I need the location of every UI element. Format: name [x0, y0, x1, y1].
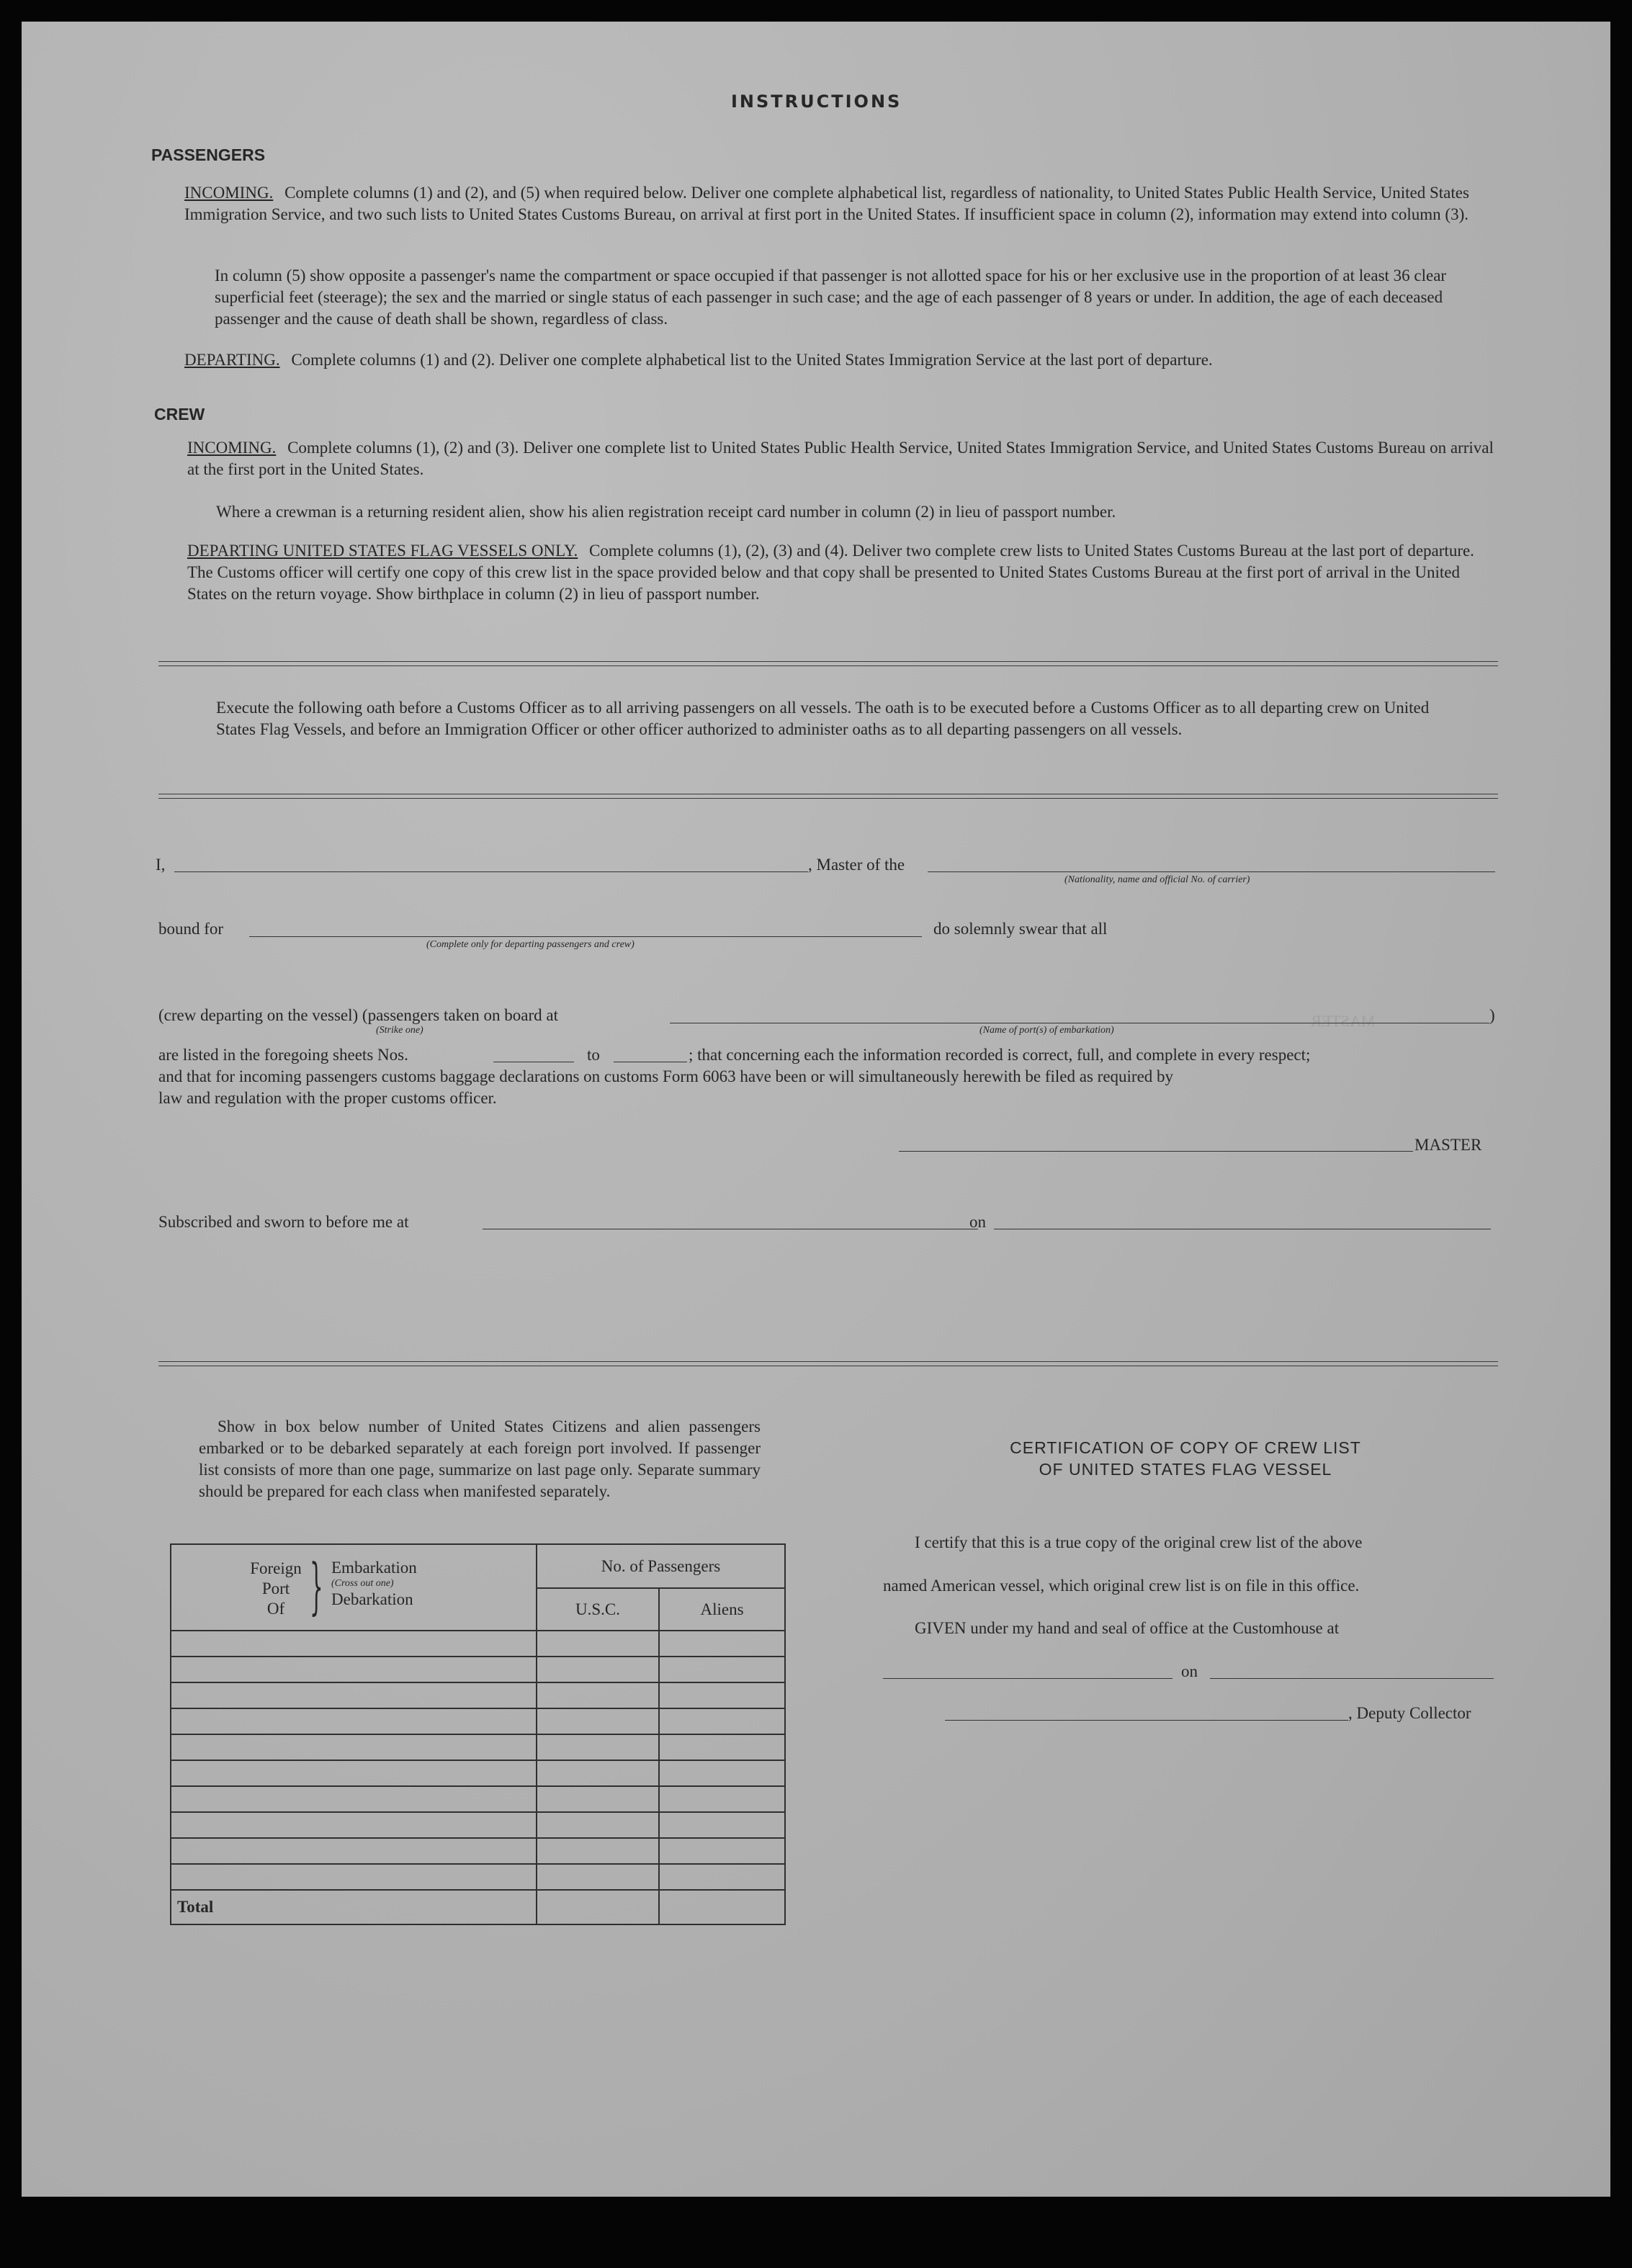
embarkation-label: Embarkation	[331, 1559, 417, 1577]
table-row	[171, 1812, 785, 1838]
bound-for-field[interactable]	[249, 936, 922, 937]
solemnly-swear-label: do solemnly swear that all	[933, 920, 1108, 938]
usc-header-cell: U.S.C.	[537, 1588, 659, 1631]
oath-i-label: I,	[156, 856, 166, 874]
crew-departing-paragraph	[187, 540, 1497, 605]
master-signature-field[interactable]	[899, 1151, 1413, 1152]
customhouse-field[interactable]	[883, 1678, 1173, 1679]
embarkation-debarkation-label	[331, 1559, 417, 1609]
crew-departing-label: DEPARTING UNITED STATES FLAG VESSELS ONLY.	[187, 542, 578, 560]
certification-title-line2: OF UNITED STATES FLAG VESSEL	[1039, 1460, 1332, 1479]
page-title: INSTRUCTIONS	[731, 91, 902, 112]
crew-incoming-text: Complete columns (1), (2) and (3). Deliver one complete list to United States Public Health Service, United States Immigration Service, and United States Customs Bureau on arrival at the first port in the United States.	[187, 439, 1494, 478]
listed-in-label: are listed in the foregoing sheets Nos.	[158, 1046, 408, 1064]
usc-cell[interactable]	[537, 1708, 659, 1734]
table-row	[171, 1682, 785, 1708]
table-row	[171, 1760, 785, 1786]
port-cell[interactable]	[171, 1682, 537, 1708]
master-label: MASTER	[1414, 1136, 1482, 1154]
aliens-cell[interactable]	[659, 1786, 785, 1812]
debarkation-label: Debarkation	[331, 1590, 413, 1608]
port-cell[interactable]	[171, 1631, 537, 1657]
oath-intro-paragraph: Execute the following oath before a Customs Officer as to all arriving passengers on all vessels. The oath is to be executed before a Customs Officer as to all departing crew on United States Flag Vessels, and before an Immigration Officer or other officer authorized to administer oaths as to all departing passengers on all vessels.	[216, 699, 1430, 738]
aliens-cell[interactable]	[659, 1631, 785, 1657]
aliens-cell[interactable]	[659, 1734, 785, 1760]
usc-cell[interactable]	[537, 1682, 659, 1708]
aliens-cell[interactable]	[659, 1657, 785, 1682]
passengers-departing-text: Complete columns (1) and (2). Deliver one complete alphabetical list to the United States Immigration Service at the last port of departure.	[291, 351, 1213, 369]
usc-cell[interactable]	[537, 1838, 659, 1864]
usc-cell[interactable]	[537, 1760, 659, 1786]
passengers-incoming-paragraph	[184, 182, 1495, 225]
deputy-collector-label: , Deputy Collector	[1348, 1704, 1471, 1722]
aliens-header-cell: Aliens	[659, 1588, 785, 1631]
usc-cell[interactable]	[537, 1812, 659, 1838]
aliens-cell[interactable]	[659, 1864, 785, 1890]
port-cell[interactable]	[171, 1812, 537, 1838]
foreign-port-of-label	[243, 1559, 308, 1619]
table-row	[171, 1631, 785, 1657]
aliens-cell[interactable]	[659, 1812, 785, 1838]
passengers-column5-paragraph: In column (5) show opposite a passenger's name the compartment or space occupied if that passenger is not allotted space for his or her exclusive use in the proportion of at least 36 clear superficial feet (steerage); the sex and the married or single status of each passenger in such case; and the age of each passenger of 8 years or under. In addition, the age of each deceased passenger and the cause of death shall be shown, regardless of class.	[215, 266, 1447, 328]
total-row	[171, 1890, 785, 1924]
certification-on-label: on	[1181, 1662, 1198, 1680]
law-line: law and regulation with the proper customs officer.	[158, 1089, 497, 1107]
listed-tail: ; that concerning each the information recorded is correct, full, and complete in every respect;	[689, 1046, 1311, 1064]
table-body	[171, 1631, 785, 1890]
port-cell[interactable]	[171, 1657, 537, 1682]
certification-date-field[interactable]	[1210, 1678, 1494, 1679]
master-of-the-label: , Master of the	[808, 856, 905, 874]
crew-incoming-paragraph	[187, 437, 1495, 480]
certify-line1: I certify that this is a true copy of the original crew list of the above	[915, 1533, 1363, 1551]
crew-heading: CREW	[154, 405, 205, 423]
usc-cell[interactable]	[537, 1864, 659, 1890]
crew-passengers-label: (crew departing on the vessel) (passengers taken on board at	[158, 1006, 558, 1024]
cross-out-note: (Cross out one)	[331, 1578, 394, 1589]
table-row	[171, 1657, 785, 1682]
aliens-cell[interactable]	[659, 1838, 785, 1864]
section-divider	[158, 661, 1498, 666]
passengers-departing-label: DEPARTING.	[184, 351, 280, 369]
to-label: to	[587, 1046, 600, 1064]
passenger-summary-table	[170, 1543, 786, 1925]
crew-incoming-label: INCOMING.	[187, 439, 277, 457]
form-page	[22, 22, 1610, 2197]
passengers-incoming-text: Complete columns (1) and (2), and (5) when required below. Deliver one complete alphabetical list, regardless of nationality, to United States Public Health Service, United States Immigration Service, and two such lists to United States Customs Bureau, on arrival at first port in the United States. If insufficient space in column (2), information may extend into column (3).	[184, 184, 1469, 223]
table-header-row	[171, 1544, 785, 1588]
master-name-field[interactable]	[174, 871, 808, 872]
sworn-on-label: on	[969, 1213, 986, 1231]
oath-divider	[158, 794, 1498, 799]
bound-for-label: bound for	[158, 920, 224, 938]
total-aliens-cell[interactable]	[659, 1890, 785, 1924]
usc-cell[interactable]	[537, 1657, 659, 1682]
crew-departing-text: Complete columns (1), (2), (3) and (4). Deliver two complete crew lists to United States Customs Bureau at the last port of departure. The Customs officer will certify one copy of this crew list in the space provided below and that copy shall be presented to United States Customs Bureau at the first port of arrival in the United States on the return voyage. Show birthplace in column (2) in lieu of passport number.	[187, 542, 1474, 603]
given-line: GIVEN under my hand and seal of office at the Customhouse at	[915, 1619, 1340, 1637]
table-row	[171, 1786, 785, 1812]
close-paren: )	[1489, 1006, 1495, 1024]
usc-cell[interactable]	[537, 1734, 659, 1760]
certify-line2: named American vessel, which original crew list is on file in this office.	[883, 1577, 1360, 1595]
of-label: Of	[266, 1600, 285, 1618]
passengers-incoming-label: INCOMING.	[184, 184, 274, 202]
total-label-cell	[171, 1890, 537, 1924]
ports-note: (Name of port(s) of embarkation)	[979, 1025, 1114, 1036]
usc-cell[interactable]	[537, 1631, 659, 1657]
port-cell[interactable]	[171, 1734, 537, 1760]
crew-resident-paragraph: Where a crewman is a returning resident alien, show his alien registration receipt card number in column (2) in lieu of passport number.	[216, 503, 1116, 521]
brace-icon: }	[310, 1551, 323, 1621]
aliens-cell[interactable]	[659, 1708, 785, 1734]
aliens-cell[interactable]	[659, 1760, 785, 1786]
complete-only-note: (Complete only for departing passengers and crew)	[426, 939, 635, 950]
table-row	[171, 1838, 785, 1864]
table-row	[171, 1734, 785, 1760]
total-label: Total	[177, 1898, 214, 1916]
total-usc-cell[interactable]	[537, 1890, 659, 1924]
port-cell[interactable]	[171, 1838, 537, 1864]
certification-title-line1: CERTIFICATION OF COPY OF CREW LIST	[1010, 1438, 1361, 1457]
table-row	[171, 1708, 785, 1734]
aliens-cell[interactable]	[659, 1682, 785, 1708]
passengers-departing-paragraph	[184, 349, 1495, 371]
port-cell[interactable]	[171, 1786, 537, 1812]
port-cell[interactable]	[171, 1864, 537, 1890]
bleed-through-text: MASTER	[1311, 1012, 1376, 1030]
summary-instructions: Show in box below number of United States Citizens and alien passengers embarked or to be debarked separately at each foreign port involved. If passenger list consists of more than one page, summarize on last page only. Separate summary should be prepared for each class when manifested separately.	[199, 1417, 761, 1500]
usc-cell[interactable]	[537, 1786, 659, 1812]
vessel-field[interactable]	[928, 871, 1495, 872]
port-label: Port	[261, 1579, 290, 1597]
nationality-note: (Nationality, name and official No. of carrier)	[1064, 874, 1250, 885]
customs-line: and that for incoming passengers customs baggage declarations on customs Form 6063 have been or will simultaneously herewith be filed as required by	[158, 1067, 1174, 1085]
table-row	[171, 1864, 785, 1890]
oath-bottom-divider	[158, 1361, 1498, 1366]
strike-one-note: (Strike one)	[376, 1025, 423, 1036]
foreign-label: Foreign	[250, 1559, 302, 1577]
port-cell[interactable]	[171, 1760, 537, 1786]
passengers-header-cell: No. of Passengers	[537, 1544, 785, 1588]
subscribed-label: Subscribed and sworn to before me at	[158, 1213, 409, 1231]
port-header-cell	[171, 1544, 537, 1631]
deputy-collector-signature-field[interactable]	[945, 1720, 1348, 1721]
passengers-heading: PASSENGERS	[151, 145, 266, 164]
port-cell[interactable]	[171, 1708, 537, 1734]
